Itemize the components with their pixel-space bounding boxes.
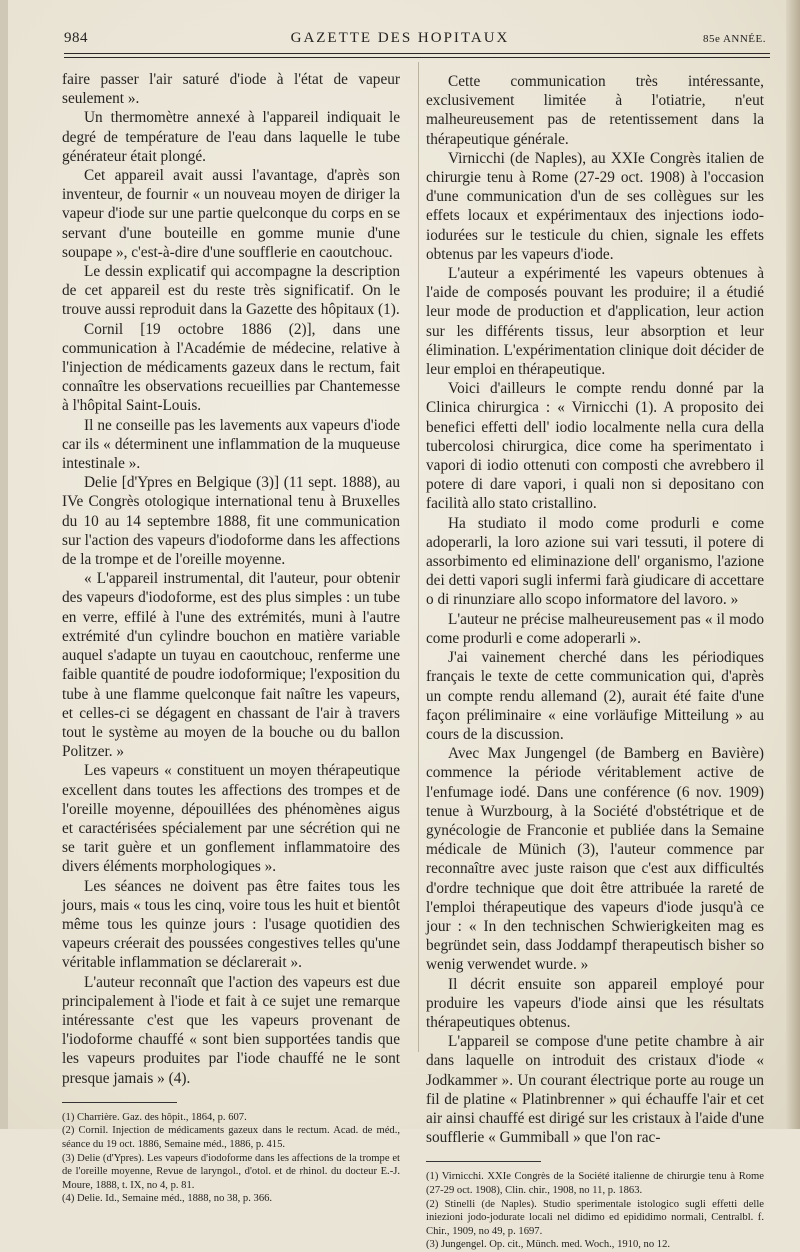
page-left-edge: [0, 0, 8, 1129]
paragraph: Les séances ne doivent pas être faites tous les jours, mais « tous les cinq, voire tous les huit et bientôt même tous les quinze jours : l'usage quotidien des vapeurs créerait des poussées congestives telles qu'une véritable inflammation se déclarerait ».: [62, 877, 400, 972]
paragraph: Cornil [19 octobre 1886 (2)], dans une communication à l'Académie de médecine, relative à l'injection de médicaments gazeux dans le rectum, fait connaître les observations recueillies par Chantemesse à l'hôpital Saint-Louis.: [62, 320, 400, 415]
journal-title: GAZETTE DES HOPITAUX: [290, 30, 510, 46]
paragraph: Cette communication très intéressante, exclusivement limitée à l'otiatrie, n'eut malheureusement pas de retentissement dans la thérapeutique générale.: [426, 73, 764, 148]
header-rule-top: [64, 53, 770, 54]
footnote: (1) Charrière. Gaz. des hôpit., 1864, p. 607.: [62, 1111, 247, 1123]
page-number: 984: [64, 30, 88, 46]
footnote: (2) Stinelli (de Naples). Studio sperimentale istologico sugli effetti delle iniezioni jodo-jodurate locali nel didimo ed epididimo normali, Centralbl. f. Chir., 1909, no 49, p. 1697.: [426, 1198, 764, 1237]
paragraph: Cet appareil avait aussi l'avantage, d'après son inventeur, de fournir « un nouveau moyen de diriger la vapeur d'iode sur une partie quelconque du corps en se servant d'une bouteille en gomme munie d'une soupape », c'est-à-dire d'une soufflerie en caoutchouc.: [62, 167, 400, 261]
header-rule-bottom: [64, 57, 770, 58]
paragraph: J'ai vainement cherché dans les périodiques français le texte de cette communication qui, d'après un compte rendu allemand (2), aurait été faite d'une façon préliminaire « eine vorläufige Mitteilung » au cours de la discussion.: [426, 649, 764, 743]
journal-year: 85e ANNÉE.: [702, 33, 766, 45]
footnote: (3) Delie (d'Ypres). Les vapeurs d'iodoforme dans les affections de la trompe et de l'oreille moyenne, Revue de laryngol., d'otol. et de rhinol. du docteur E.-J. Moure, 1888, t. IX, no 4, p. 81.: [62, 1152, 400, 1191]
paragraph: Voici d'ailleurs le compte rendu donné par la Clinica chirurgica : « Virnicchi (1). A proposito dei benefici effetti dell' iodio localmente nella cura della tubercolosi chirurgica, dice come ha sperimentato i vapori di iodio ottenuti con composti che avrebbero il potere di dare vapori, i quali non si depositano con facilità allo stato cristallino.: [426, 380, 764, 513]
paragraph: Les vapeurs « constituent un moyen thérapeutique excellent dans toutes les affections des trompes et de l'oreille moyenne, dépouillées des phénomènes aigus et caractérisées spécialement par une sécrétion qui ne se tarit guère et un gonflement inflammatoire des divers éléments morphologiques ».: [62, 762, 400, 876]
paragraph: L'auteur reconnaît que l'action des vapeurs est due principalement à l'iode et fait à ce sujet une remarque intéressante c'est que les vapeurs provenant de l'iodoforme chauffé « sont bien supportées tandis que les vapeurs produites par l'iode chauffé ne le sont presque jamais » (4).: [62, 973, 400, 1087]
paragraph: L'auteur ne précise malheureusement pas « il modo come produrli e come adoperarli ».: [426, 610, 764, 647]
footnote: (1) Virnicchi. XXIe Congrès de la Société italienne de chirurgie tenu à Rome (27-29 oct. 1908), Clin. chir., 1908, no 11, p. 1863.: [426, 1171, 764, 1196]
paragraph: L'auteur a expérimenté les vapeurs obtenues à l'aide de composés pouvant les produire; il a étudié leur mode de production et d'application, leur action sur les différents tissus, leur absorption et leur élimination. L'expérimentation clinique doit décider de leur emploi en thérapeutique.: [426, 265, 764, 379]
paragraph: Un thermomètre annexé à l'appareil indiquait le degré de température de l'eau dans laquelle le tube générateur était plongé.: [62, 109, 400, 165]
right-column: [426, 72, 764, 1252]
left-column: [62, 70, 400, 1206]
footnote-rule: [426, 1161, 541, 1162]
paragraph: Ha studiato il modo come produrli e come adoperarli, la loro azione sui vari tessuti, il potere di assorbimento ed eliminazione dell' organismo, l'azione dei detti vapori sugli infermi farà giudicare di accettare o di rinunziare allo scopo informatore del lavoro. »: [426, 514, 764, 609]
footnote: (4) Delie. Id., Semaine méd., 1888, no 38, p. 366.: [62, 1193, 273, 1205]
footnote: (2) Cornil. Injection de médicaments gazeux dans le rectum. Acad. de méd., séance du 19 oct. 1886, Semaine méd., 1886, p. 415.: [62, 1125, 400, 1150]
paragraph: Avec Max Jungengel (de Bamberg en Bavière) commence la période véritablement active de l'enfumage iodé. Dans une conférence (6 nov. 1909) tenue à Wurzbourg, à la Société d'obstétrique et de gynécologie de Franconie et publiée dans la Semaine médicale de Münich (3), l'auteur commence par reconnaître avec juste raison que c'est aux difficultés d'ordre technique que doit être attribuée la rareté de l'emploi thérapeutique des vapeurs d'iode jusqu'à ce jour : « In den technischen Schwierigkeiten mag es begründet sein, dass Joddampf therapeutisch bisher so wenig verwendet wurde. »: [426, 745, 764, 974]
footnote: (3) Jungengel. Op. cit., Münch. med. Woch., 1910, no 12.: [426, 1239, 671, 1251]
page-right-edge: [786, 0, 800, 1129]
footnote-rule: [62, 1102, 177, 1103]
paragraph: L'appareil se compose d'une petite chambre à air dans laquelle on introduit des cristaux d'iode « Jodkammer ». Un courant électrique porte au rouge un fil de platine « Platinbrenner » qui échauffe l'air et cet air ainsi chauffé est dirigé sur les cristaux à l'aide d'une soufflerie « Gummiball » que l'on rac-: [426, 1033, 764, 1147]
paragraph: Delie [d'Ypres en Belgique (3)] (11 sept. 1888), au IVe Congrès otologique international tenu à Bruxelles du 10 au 14 septembre 1888, fit une communication sur l'action des vapeurs d'iodoforme dans les affections de la trompe et de l'oreille moyenne.: [62, 474, 400, 569]
paragraph: Il décrit ensuite son appareil employé pour produire les vapeurs d'iode ainsi que les résultats thérapeutiques obtenus.: [426, 975, 764, 1031]
paragraph: Virnicchi (de Naples), au XXIe Congrès italien de chirurgie tenu à Rome (27-29 oct. 1908) à l'occasion d'une communication d'un de ses collègues sur les effets locaux et expérimentaux des injections iodo-iodurées sur le testicule du chien, signale les effets obtenus par les vapeurs d'iode.: [426, 149, 764, 263]
paragraph: Le dessin explicatif qui accompagne la description de cet appareil est du reste très significatif. On le trouve aussi reproduit dans la Gazette des hôpitaux (1).: [62, 263, 400, 319]
column-divider: [418, 62, 419, 1052]
paragraph: Il ne conseille pas les lavements aux vapeurs d'iode car ils « déterminent une inflammation de la muqueuse intestinale ».: [62, 416, 400, 473]
paragraph: « L'appareil instrumental, dit l'auteur, pour obtenir des vapeurs d'iodoforme, est des plus simples : un tube en verre, effilé à l'une des extrémités, muni à l'autre extrémité d'un cylindre bouchon en matière variable auquel s'adapte un tuyau en caoutchouc, renferme une faible quantité de poudre iodoformique; l'exposition du tube à une flamme quelconque fait naître les vapeurs, et celles-ci se dégagent en chassant de l'air à travers tout le système au moyen de la bouche ou du ballon Politzer. »: [62, 570, 400, 761]
paragraph: faire passer l'air saturé d'iode à l'état de vapeur seulement ».: [62, 71, 400, 108]
